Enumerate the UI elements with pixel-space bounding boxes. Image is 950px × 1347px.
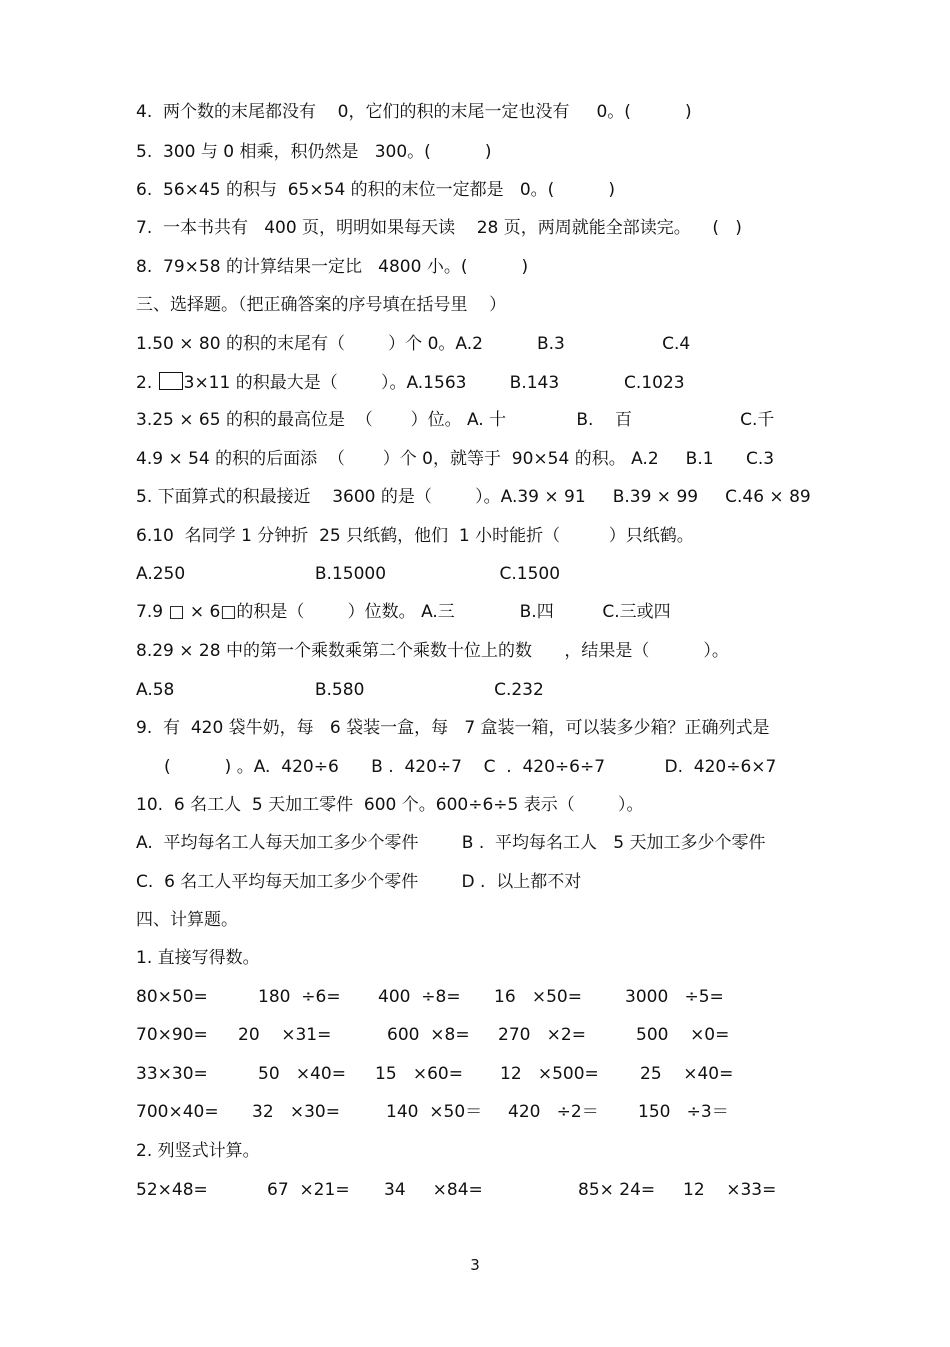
choice-q10-options-cd: C. 6 名工人平均每天加工多少个零件 D . 以上都不对: [136, 872, 582, 892]
oral-item: 25 ×40=: [640, 1064, 734, 1084]
choice-q7: 7.9 □ × 6□的积是（ ）位数。 A.三 B.四 C.三或四: [136, 602, 671, 622]
vertical-item: 12 ×33=: [683, 1180, 777, 1200]
choice-q3: 3.25 × 65 的积的最高位是 （ ）位。 A. 十 B. 百 C.千: [136, 410, 775, 430]
choice-q10: 10. 6 名工人 5 天加工零件 600 个。600÷6÷5 表示（ ）。: [136, 795, 644, 815]
choice-q4: 4.9 × 54 的积的后面添 （ ）个 0，就等于 90×54 的积。 A.2 B.1 C.3: [136, 449, 775, 469]
oral-row: [0, 1024, 950, 1046]
oral-item: 12 ×500=: [500, 1064, 599, 1084]
choice-q1: 1.50 × 80 的积的末尾有（ ）个 0。A.2 B.3 C.4: [136, 334, 691, 354]
oral-item: 33×30=: [136, 1064, 208, 1084]
section3-title: 三、选择题。（把正确答案的序号填在括号里 ）: [136, 295, 507, 315]
judgement-q8: 8. 79×58 的计算结果一定比 4800 小。( ): [136, 257, 529, 277]
blank-box: [159, 372, 183, 390]
choice-q2-text: 3×11 的积最大是（ ）。A.1563 B.143 C.1023: [183, 373, 685, 393]
oral-row: [0, 986, 950, 1008]
vertical-item: 67 ×21=: [267, 1180, 350, 1200]
oral-item: 180 ÷6=: [258, 987, 341, 1007]
judgement-q6: 6. 56×45 的积与 65×54 的积的末位一定都是 0。( ): [136, 180, 615, 200]
choice-q8: 8.29 × 28 中的第一个乘数乘第二个乘数十位上的数 ，结果是（ ）。: [136, 641, 729, 661]
choice-q10-options-ab: A. 平均每名工人每天加工多少个零件 B . 平均每名工人 5 天加工多少个零件: [136, 833, 766, 853]
choice-q2-prefix: 2.: [136, 373, 158, 393]
choice-q6-options: A.250 B.15000 C.1500: [136, 564, 561, 584]
oral-item: 270 ×2=: [498, 1025, 586, 1045]
oral-item: 32 ×30=: [252, 1102, 340, 1122]
oral-item: 400 ÷8=: [378, 987, 461, 1007]
choice-q6: 6.10 名同学 1 分钟折 25 只纸鹤，他们 1 小时能折（ ）只纸鹤。: [136, 526, 694, 546]
oral-item: 700×40=: [136, 1102, 219, 1122]
oral-item: 15 ×60=: [375, 1064, 463, 1084]
choice-q9-options: ( ) 。A. 420÷6 B . 420÷7 C . 420÷6÷7 D. 420÷6×7: [164, 757, 777, 777]
page-number: 3: [470, 1256, 480, 1274]
oral-item: 20 ×31=: [238, 1025, 332, 1045]
choice-q5: 5. 下面算式的积最接近 3600 的是（ ）。A.39 × 91 B.39 × 99 C.46 × 89: [136, 487, 811, 507]
judgement-q4: 4. 两个数的末尾都没有 0，它们的积的末尾一定也没有 0。( ): [136, 102, 692, 122]
oral-item: 140 ×50＝: [386, 1102, 483, 1122]
oral-row: [0, 1063, 950, 1085]
subsection-vertical: 2. 列竖式计算。: [136, 1141, 260, 1161]
oral-row: [0, 1101, 950, 1123]
oral-item: 3000 ÷5=: [625, 987, 724, 1007]
judgement-q5: 5. 300 与 0 相乘，积仍然是 300。( ): [136, 142, 492, 162]
choice-q2: [136, 372, 685, 394]
vertical-item: 52×48=: [136, 1180, 208, 1200]
oral-item: 70×90=: [136, 1025, 208, 1045]
oral-item: 600 ×8=: [387, 1025, 470, 1045]
choice-q9: 9. 有 420 袋牛奶，每 6 袋装一盒，每 7 盒装一箱，可以装多少箱？正确列式是: [136, 718, 770, 738]
vertical-row: [0, 1179, 950, 1201]
judgement-q7: 7. 一本书共有 400 页，明明如果每天读 28 页，两周就能全部读完。 ( ): [136, 218, 742, 238]
oral-item: 50 ×40=: [258, 1064, 346, 1084]
oral-item: 150 ÷3＝: [638, 1102, 729, 1122]
vertical-item: 34 ×84=: [384, 1180, 483, 1200]
subsection-oral: 1. 直接写得数。: [136, 948, 260, 968]
oral-item: 80×50=: [136, 987, 208, 1007]
oral-item: 500 ×0=: [636, 1025, 730, 1045]
choice-q8-options: A.58 B.580 C.232: [136, 680, 544, 700]
section4-title: 四、计算题。: [136, 910, 238, 930]
oral-item: 16 ×50=: [494, 987, 582, 1007]
vertical-item: 85× 24=: [578, 1180, 656, 1200]
oral-item: 420 ÷2＝: [508, 1102, 599, 1122]
